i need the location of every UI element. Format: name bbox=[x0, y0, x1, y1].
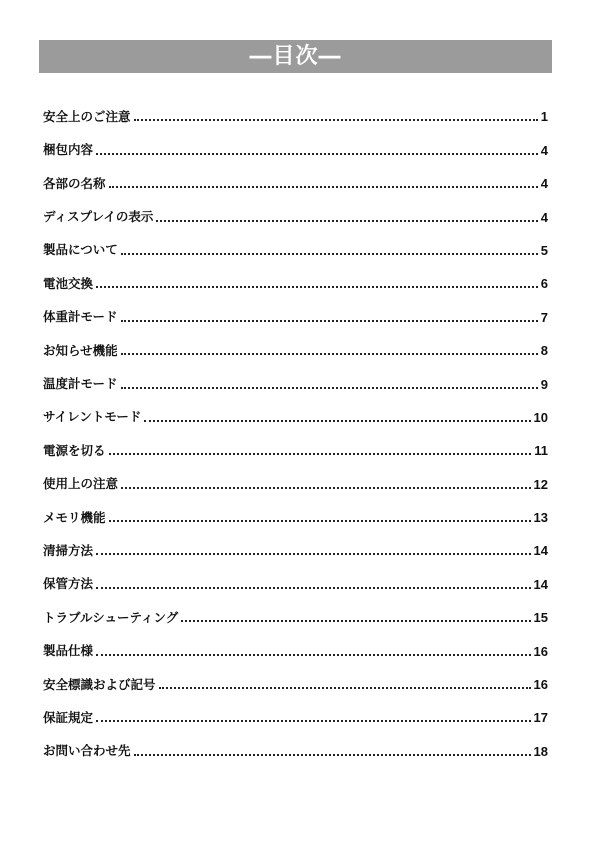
toc-entry[interactable] bbox=[43, 524, 548, 557]
toc-entry-title: サイレントモード bbox=[43, 409, 142, 425]
page-title: ―目次― bbox=[249, 43, 342, 69]
toc-entry-page: 11 bbox=[534, 443, 548, 459]
toc-entry[interactable] bbox=[43, 190, 548, 223]
toc-entry-title: 電池交換 bbox=[43, 275, 94, 291]
toc-entry-page: 17 bbox=[533, 710, 548, 726]
toc-entry-page: 15 bbox=[533, 610, 548, 626]
dot-leader bbox=[96, 587, 531, 589]
toc-entry-title: 保証規定 bbox=[43, 709, 94, 725]
table-of-contents bbox=[43, 90, 548, 758]
toc-entry-title: 各部の名称 bbox=[43, 175, 106, 191]
toc-header-bar bbox=[39, 40, 552, 73]
dot-leader bbox=[96, 720, 531, 722]
toc-entry-title: メモリ機能 bbox=[43, 509, 106, 525]
toc-entry[interactable] bbox=[43, 424, 548, 457]
toc-entry-page: 18 bbox=[533, 743, 548, 759]
toc-entry-title: 梱包内容 bbox=[43, 142, 94, 158]
dot-leader bbox=[121, 253, 538, 255]
toc-entry-page: 12 bbox=[533, 476, 548, 492]
toc-entry[interactable] bbox=[43, 157, 548, 190]
toc-entry-page: 14 bbox=[533, 543, 548, 559]
dot-leader bbox=[96, 654, 531, 656]
toc-entry-page: 8 bbox=[540, 343, 548, 359]
toc-entry-page: 6 bbox=[540, 276, 548, 292]
toc-entry[interactable] bbox=[43, 324, 548, 357]
toc-entry[interactable] bbox=[43, 391, 548, 424]
toc-entry-page: 4 bbox=[540, 142, 548, 158]
dot-leader bbox=[156, 220, 537, 222]
toc-entry[interactable] bbox=[43, 591, 548, 624]
toc-entry-page: 16 bbox=[533, 643, 548, 659]
toc-entry-title: トラブルシューティング bbox=[43, 609, 179, 625]
dot-leader bbox=[121, 320, 538, 322]
toc-entry[interactable] bbox=[43, 457, 548, 490]
toc-entry[interactable] bbox=[43, 557, 548, 590]
toc-entry-title: 体重計モード bbox=[43, 309, 118, 325]
dot-leader bbox=[96, 553, 531, 555]
toc-entry-title: 安全標識および記号 bbox=[43, 676, 156, 692]
toc-entry-title: お問い合わせ先 bbox=[43, 743, 131, 759]
dot-leader bbox=[109, 453, 532, 455]
dot-leader bbox=[121, 487, 531, 489]
toc-entry-page: 4 bbox=[540, 176, 548, 192]
dot-leader bbox=[144, 420, 530, 422]
toc-entry-title: 温度計モード bbox=[43, 376, 118, 392]
toc-entry-title: ディスプレイの表示 bbox=[43, 209, 154, 225]
toc-entry[interactable] bbox=[43, 123, 548, 156]
toc-entry-page: 9 bbox=[540, 376, 548, 392]
toc-entry[interactable] bbox=[43, 290, 548, 323]
toc-entry-page: 16 bbox=[533, 677, 548, 693]
dot-leader bbox=[96, 153, 538, 155]
toc-entry[interactable] bbox=[43, 691, 548, 724]
dot-leader bbox=[134, 119, 538, 121]
toc-entry[interactable] bbox=[43, 724, 548, 757]
toc-entry[interactable] bbox=[43, 658, 548, 691]
toc-entry[interactable] bbox=[43, 224, 548, 257]
dot-leader bbox=[134, 754, 531, 756]
toc-entry-page: 1 bbox=[540, 109, 548, 125]
dot-leader bbox=[121, 353, 538, 355]
dot-leader bbox=[159, 687, 531, 689]
toc-entry-title: 清掃方法 bbox=[43, 542, 94, 558]
toc-entry-page: 13 bbox=[533, 510, 548, 526]
toc-entry-title: 製品について bbox=[43, 242, 118, 258]
toc-entry[interactable] bbox=[43, 257, 548, 290]
dot-leader bbox=[181, 620, 530, 622]
toc-entry[interactable] bbox=[43, 90, 548, 123]
toc-entry-title: 保管方法 bbox=[43, 576, 94, 592]
toc-entry-page: 5 bbox=[540, 242, 548, 258]
toc-entry-title: 製品仕様 bbox=[43, 643, 94, 659]
toc-entry-page: 4 bbox=[540, 209, 548, 225]
toc-entry-title: 安全上のご注意 bbox=[43, 108, 131, 124]
dot-leader bbox=[109, 520, 531, 522]
toc-entry-page: 14 bbox=[533, 576, 548, 592]
toc-entry-title: 使用上の注意 bbox=[43, 476, 119, 492]
dot-leader bbox=[121, 387, 538, 389]
toc-entry[interactable] bbox=[43, 491, 548, 524]
dot-leader bbox=[96, 286, 538, 288]
toc-entry[interactable] bbox=[43, 624, 548, 657]
dot-leader bbox=[109, 186, 538, 188]
toc-entry-title: お知らせ機能 bbox=[43, 342, 118, 358]
toc-entry-title: 電源を切る bbox=[43, 442, 106, 458]
toc-entry-page: 10 bbox=[533, 409, 548, 425]
toc-entry[interactable] bbox=[43, 357, 548, 390]
toc-entry-page: 7 bbox=[540, 309, 548, 325]
